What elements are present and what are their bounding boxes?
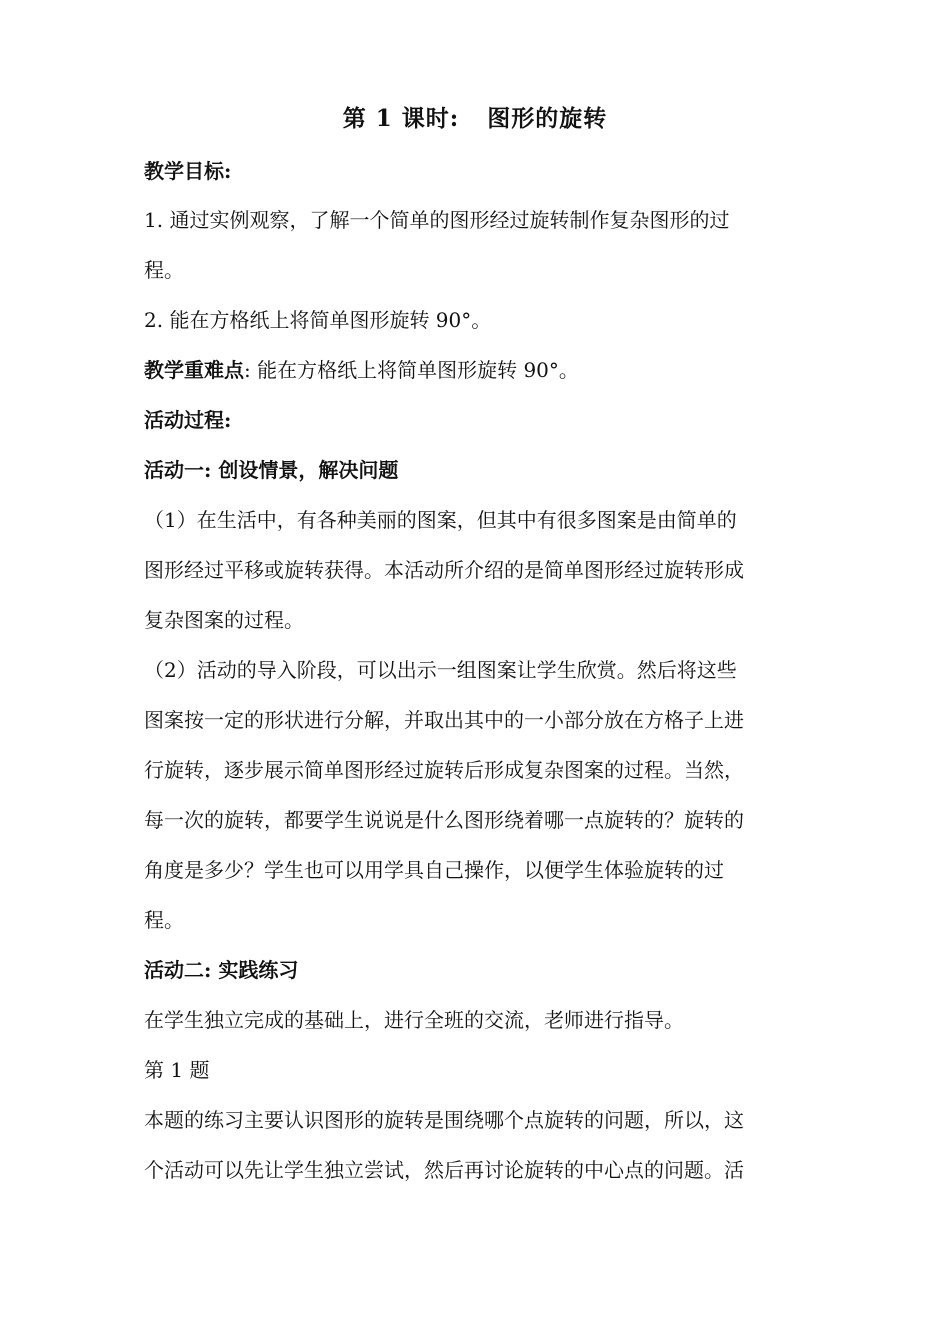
- question-1-line-2: 个活动可以先让学生独立尝试，然后再讨论旋转的中心点的问题。活: [144, 1158, 744, 1182]
- lesson-title: [0, 100, 950, 133]
- activity-1-p2-line-2: 图案按一定的形状进行分解，并取出其中的一小部分放在方格子上进: [144, 708, 744, 732]
- objectives-heading: 教学目标:: [144, 159, 232, 183]
- key-points-text: : 能在方格纸上将简单图形旋转 90°。: [244, 358, 579, 382]
- activity-2-heading: 活动二: 实践练习: [144, 958, 299, 982]
- lesson-number: 第 1 课时:: [342, 105, 460, 132]
- activity-1-p2-line-5: 角度是多少？学生也可以用学具自己操作，以便学生体验旋转的过: [144, 858, 724, 882]
- question-1-label: 第 1 题: [144, 1058, 210, 1082]
- activity-1-p2-line-3: 行旋转，逐步展示简单图形经过旋转后形成复杂图案的过程。当然，: [144, 758, 744, 782]
- activity-1-p2-line-6: 程。: [144, 908, 184, 932]
- objective-2: 2. 能在方格纸上将简单图形旋转 90°。: [144, 308, 492, 332]
- activity-1-p2-line-1: （2）活动的导入阶段，可以出示一组图案让学生欣赏。然后将这些: [144, 658, 737, 682]
- activity-1-p1-line-1: （1）在生活中，有各种美丽的图案，但其中有很多图案是由简单的: [144, 508, 737, 532]
- question-1-line-1: 本题的练习主要认识图形的旋转是围绕哪个点旋转的问题，所以，这: [144, 1108, 744, 1132]
- objective-1-line-2: 程。: [144, 258, 184, 282]
- process-heading: 活动过程:: [144, 408, 232, 432]
- activity-1-p1-line-3: 复杂图案的过程。: [144, 608, 304, 632]
- key-points-label: 教学重难点: [144, 358, 244, 382]
- lesson-topic: 图形的旋转: [487, 105, 608, 132]
- activity-2-intro: 在学生独立完成的基础上，进行全班的交流，老师进行指导。: [144, 1008, 684, 1032]
- activity-1-p1-line-2: 图形经过平移或旋转获得。本活动所介绍的是简单图形经过旋转形成: [144, 558, 744, 582]
- objective-1-line-1: 1. 通过实例观察，了解一个简单的图形经过旋转制作复杂图形的过: [144, 208, 730, 232]
- key-points: [144, 356, 824, 384]
- activity-1-p2-line-4: 每一次的旋转，都要学生说说是什么图形绕着哪一点旋转的？旋转的: [144, 808, 744, 832]
- activity-1-heading: 活动一: 创设情景，解决问题: [144, 458, 399, 482]
